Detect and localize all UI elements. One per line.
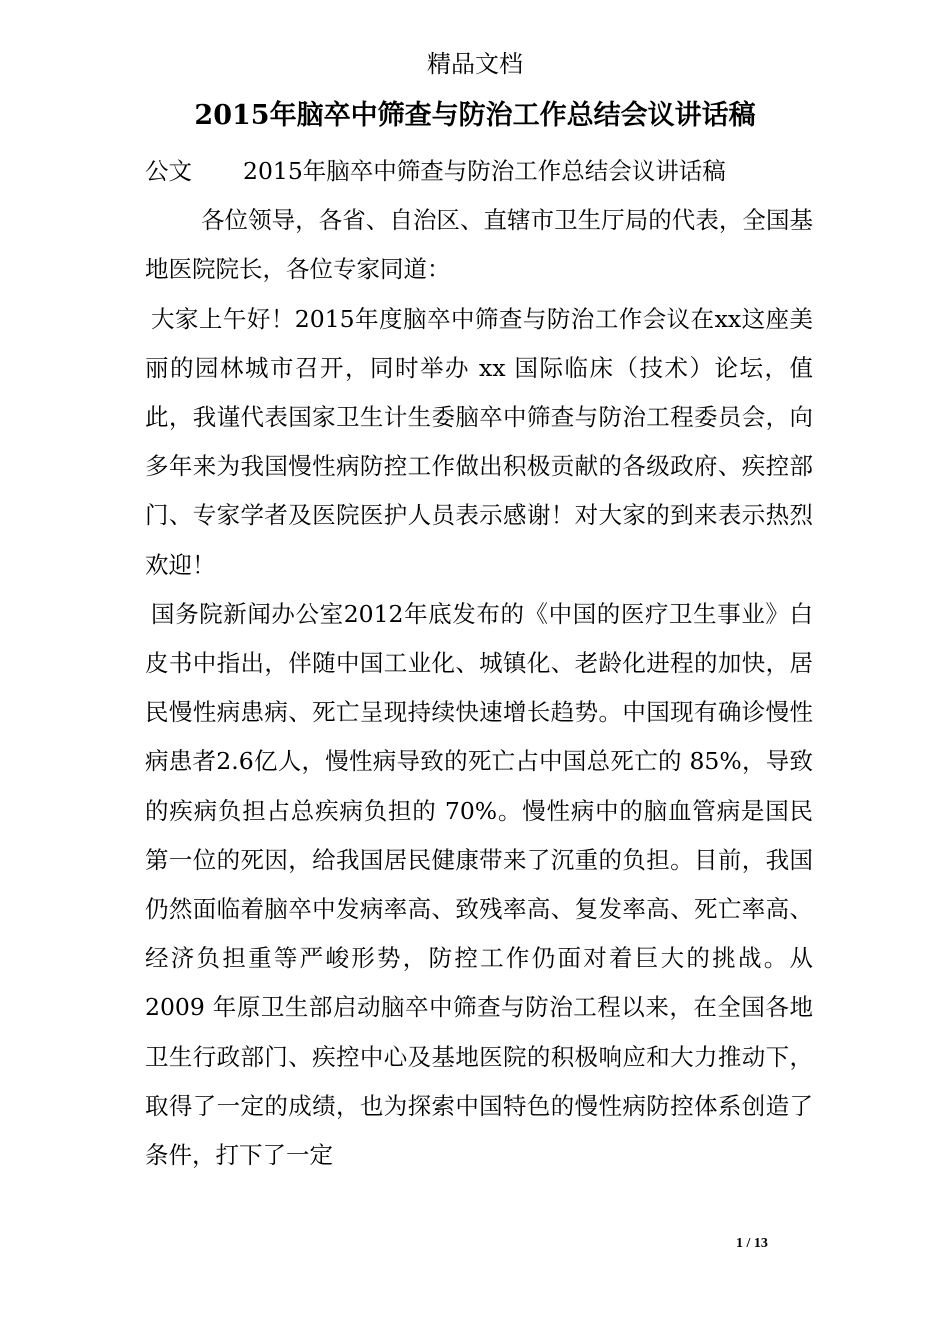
subtitle-line xyxy=(145,147,813,196)
page-number: 1 / 13 xyxy=(736,1236,768,1251)
paragraph-greeting: 各位领导，各省、自治区、直辖市卫生厅局的代表，全国基地医院院长，各位专家同道： xyxy=(145,206,813,284)
category-label: 公文 xyxy=(145,157,192,185)
document-body xyxy=(145,147,813,1180)
paragraph-welcome: 大家上午好！2015年度脑卒中筛查与防治工作会议在xx这座美丽的园林城市召开，同时举办 xx 国际临床（技术）论坛，值此，我谨代表国家卫生计生委脑卒中筛查与防治工程委员会，向多年来为我国慢性病防控工作做出积极贡献的各级政府、疾控部门、专家学者及医院医护人员表示感谢！对大家的到来表示热烈欢迎！ xyxy=(145,304,813,579)
paragraph-background: 国务院新闻办公室2012年底发布的《中国的医疗卫生事业》白皮书中指出，伴随中国工业化、城镇化、老龄化进程的加快，居民慢性病患病、死亡呈现持续快速增长趋势。中国现有确诊慢性病患者2.6亿人，慢性病导致的死亡占中国总死亡的 85%，导致的疾病负担占总疾病负担的 70%。慢性病中的脑血管病是国民第一位的死因，给我国居民健康带来了沉重的负担。目前，我国仍然面临着脑卒中发病率高、致残率高、复发率高、死亡率高、经济负担重等严峻形势，防控工作仍面对着巨大的挑战。从 2009 年原卫生部启动脑卒中筛查与防治工程以来，在全国各地卫生行政部门、疾控中心及基地医院的积极响应和大力推动下，取得了一定的成绩，也为探索中国特色的慢性病防控体系创造了条件，打下了一定 xyxy=(145,599,813,1170)
document-title: 2015年脑卒中筛查与防治工作总结会议讲话稿 xyxy=(194,100,756,131)
document-subtitle: 2015年脑卒中筛查与防治工作总结会议讲话稿 xyxy=(243,157,726,185)
header-label: 精品文档 xyxy=(427,50,523,78)
